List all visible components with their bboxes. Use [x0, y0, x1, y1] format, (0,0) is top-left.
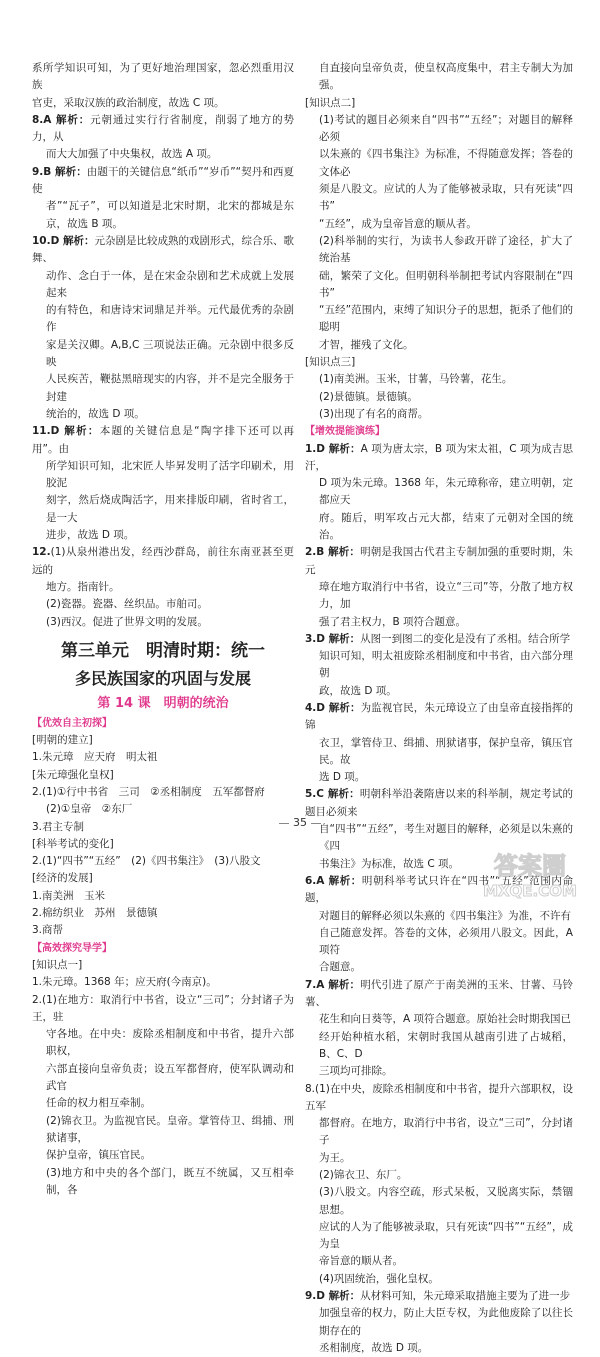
practice-answer-1-line: [305, 475, 573, 510]
knowledge-line: [知识点二]: [305, 96, 356, 109]
answer-9: [32, 164, 294, 233]
practice-answer-7-text: 经开始种植水稻，宋朝时我国从越南引进了占城稻，B、C、D: [319, 1030, 573, 1060]
practice-answer-6-line: [305, 908, 573, 925]
guide-line: 任命的权力相互牵制。: [46, 1097, 151, 1110]
answer-11-line: [32, 423, 294, 458]
answer-11-line: [32, 527, 294, 544]
guide-line: [知识点一]: [32, 958, 83, 971]
practice-answer-7-text: 花生和向日葵等，A 项符合题意。原始社会时期我国已: [319, 1013, 572, 1026]
section-title-preview: 【优效自主初探】: [32, 717, 112, 729]
unit-title-line1: 第三单元 明清时期：统一: [61, 640, 265, 661]
answer-10-text: 元杂剧是比较成熟的戏剧形式，综合乐、歌舞、: [32, 234, 295, 265]
practice-answer-6-line: [305, 959, 573, 976]
answer-8-text: 而大大加强了中央集权，故选 A 项。: [46, 148, 218, 161]
knowledge-line: [知识点三]: [305, 356, 356, 369]
guide-line: 保护皇帝，镇压官民。: [46, 1149, 151, 1162]
practice-answer-4-text: 选 D 项。: [319, 771, 366, 784]
practice-answer-7-line: [305, 1029, 573, 1064]
answer-11: [32, 423, 294, 544]
practice-answer-6-text: 自己随意发挥。答卷的文体，必须用八股文。因此，A 项符: [319, 926, 573, 957]
preview-line: 1.朱元璋 应天府 明太祖: [32, 751, 158, 764]
answer-8-line: [32, 146, 294, 163]
practice-answer-1-number: 1.D: [305, 442, 329, 455]
answer-10-line: [32, 233, 294, 268]
answer-9-line: [32, 198, 294, 233]
answer-12-line: [32, 614, 294, 631]
answer-10-text: 的有特色，和唐诗宋词鼎足并举。元代最优秀的杂剧作: [46, 304, 294, 334]
answer-10-number: 10.D: [32, 234, 63, 247]
practice-answer-6-text: 明朝科举考试只许在“四书”“五经”范围内命题，: [305, 874, 574, 905]
answer-12-text: (1)从泉州港出发，经西沙群岛，前往东南亚甚至更远的: [32, 546, 294, 576]
practice-answer-5-analysis-label: 解析：: [327, 788, 360, 801]
practice-answer-9-text: 从材料可知，朱元璋采取措施主要为了进一步: [360, 1290, 571, 1303]
practice-answers: [305, 441, 573, 1081]
answer-11-analysis-label: 解析：: [64, 425, 100, 438]
practice-answer-5-line: [305, 786, 573, 821]
preview-line: [朱元璋强化皇权]: [32, 768, 114, 781]
knowledge-line: “五经”，成为皇帝旨意的顺从者。: [319, 217, 477, 230]
preview-line: [明朝的建立]: [32, 734, 93, 747]
preview-line: 3.君主专制: [32, 820, 85, 833]
practice-answer-9-line: [305, 1288, 573, 1305]
answer-10-line: [32, 406, 294, 423]
practice-answer-5-text: 书集注》为标准，故选 C 项。: [319, 857, 460, 870]
preview-line: 2.(1)“四书”“五经” (2)《四书集注》 (3)八股文: [32, 855, 261, 868]
practice-answer-8-line: (2)锦衣卫、东厂。: [319, 1169, 408, 1181]
practice-answer-9-line: [305, 1340, 573, 1357]
guide-line: 守各地。在中央：废除丞相制度和中书省，提升六部职权，: [46, 1028, 294, 1058]
answer-9-analysis-label: 解析：: [55, 165, 87, 178]
answer-11-line: [32, 458, 294, 493]
watermark-text-en: MXQE.COM: [483, 882, 577, 900]
knowledge-line: 以朱熹的《四书集注》为标准，不得随意发挥；答卷的文体必: [319, 148, 573, 178]
answer-9-number: 9.B: [32, 165, 56, 178]
practice-answer-2-line: [305, 544, 573, 579]
answer-12-text: (3)西汉。促进了世界文明的发展。: [46, 615, 208, 628]
practice-answer-4-line: [305, 700, 573, 735]
preview-line: [科举考试的变化]: [32, 837, 114, 850]
practice-answer-3-text: 从图一到图二的变化是没有了丞相。结合所学: [360, 632, 571, 645]
practice-answer-7-line: [305, 1011, 573, 1028]
left-top-lines: [32, 60, 294, 112]
practice-answer-7-analysis-label: 解析：: [328, 978, 361, 991]
answer-10-text: 统治的，故选 D 项。: [46, 407, 145, 420]
answer-8: [32, 112, 294, 164]
preview-line: 3.商帮: [32, 924, 64, 937]
knowledge-line: “五经”范围内，束缚了知识分子的思想，扼杀了他们的聪明: [319, 304, 573, 334]
practice-answer-4-line: [305, 769, 573, 786]
answer-10-text: 人民疾苦，鞭挞黑暗现实的内容，并不是完全服务于封建: [46, 373, 294, 403]
practice-answer-2-line: [305, 614, 573, 631]
practice-answer-4-text: 衣卫，掌管侍卫、缉捕、刑狱诸事，保护皇帝，镇压官民。故: [319, 736, 573, 766]
practice-answer-1-text: D 项为朱元璋。1368 年，朱元璋称帝，建立明朝，定都应天: [319, 477, 573, 507]
section-title-practice: 【增效提能演练】: [305, 426, 385, 438]
unit-title-line2: 多民族国家的巩固与发展: [74, 668, 251, 688]
answer-10-analysis-label: 解析：: [62, 234, 95, 247]
practice-answer-7-line: [305, 977, 573, 1012]
preview-line: 1.南美洲 玉米: [32, 889, 106, 902]
practice-answer-4-text: 为监视官民，朱元璋设立了由皇帝直接指挥的锦: [305, 701, 574, 732]
practice-answer-7-number: 7.A: [305, 978, 329, 991]
answer-12-text: (2)瓷器。瓷器、丝织品。市舶司。: [46, 598, 208, 611]
practice-answer-5-text: 自“四书”“五经”，考生对题目的解释，必须是以朱熹的《四: [319, 823, 573, 853]
practice-answer-9-line: [305, 1305, 573, 1340]
answer-12-line: [32, 596, 294, 613]
practice-answer-9: [305, 1288, 573, 1357]
preview-line: 2.(1)①行中书省 三司 ②丞相制度 五军都督府: [32, 785, 265, 798]
answer-9-line: [32, 164, 294, 199]
practice-answer-9-number: 9.D: [305, 1290, 329, 1303]
practice-answer-1-line: [305, 441, 573, 476]
practice-answer-5-text: 明朝科举沿袭隋唐以来的科举制，规定考试的题目必须来: [305, 788, 574, 818]
answer-8-line: [32, 112, 294, 147]
section-title-guide: 【高效探究导学】: [32, 942, 112, 954]
practice-answer-8-line: 8.(1)在中央，废除丞相制度和中书省，提升六部职权，设五军: [305, 1082, 573, 1112]
practice-answer-4-line: [305, 735, 573, 770]
answer-11-text: 刻字，然后烧成陶活字，用来排版印刷，省时省工，是一大: [46, 494, 294, 524]
practice-answer-2-analysis-label: 解析：: [328, 546, 361, 559]
practice-answer-1-line: [305, 510, 573, 545]
watermark-logo: [470, 846, 590, 902]
practice-answer-8-line: 都督府。在地方，取消行中书省，设立“三司”，分封诸子: [319, 1117, 573, 1147]
practice-answer-3-analysis-label: 解析：: [328, 632, 361, 645]
knowledge-line: 础，繁荣了文化。但明朝科举制把考试内容限制在“四书”: [319, 269, 573, 299]
watermark-text-cn: 答案圈: [494, 852, 566, 880]
practice-answer-1-analysis-label: 解析：: [328, 442, 361, 455]
knowledge-line: 自直接向皇帝负责，使皇权高度集中，君主专制大为加强。: [319, 62, 573, 92]
practice-answer-8-line: 帝旨意的顺从者。: [319, 1255, 403, 1268]
knowledge-line: (1)南美洲。玉米，甘薯，马铃薯，花生。: [319, 373, 513, 386]
answer-8-text: 元朝通过实行行省制度，削弱了地方的势力，从: [32, 113, 295, 144]
answer-12: [32, 544, 294, 630]
practice-answer-3-number: 3.D: [305, 632, 329, 645]
practice-answer-9-text: 丞相制度，故选 D 项。: [319, 1341, 429, 1354]
practice-answer-3-line: [305, 683, 573, 700]
practice-answer-6-analysis-label: 解析：: [328, 874, 362, 887]
right-top-lines: [305, 60, 573, 423]
practice-answer-8-line: 应试的人为了能够被录取，只有死读“四书”“五经”，成为皇: [319, 1220, 573, 1251]
practice-answer-4-analysis-label: 解析：: [328, 701, 361, 714]
answer-10: [32, 233, 294, 423]
answer-10-line: [32, 371, 294, 406]
practice-answer-9-analysis-label: 解析：: [328, 1290, 361, 1303]
practice-answer-8: [305, 1081, 573, 1289]
answer-8-analysis-label: 解析：: [55, 113, 91, 126]
practice-answer-3-line: [305, 631, 573, 648]
answer-11-text: 进步，故选 D 项。: [46, 529, 135, 542]
knowledge-line: (2)科举制的实行，为读书人参政开辟了途径，扩大了统治基: [319, 234, 573, 265]
practice-answer-6-number: 6.A: [305, 874, 329, 887]
practice-answer-6-text: 合题意。: [319, 961, 361, 974]
preview-line: (2)①皇帝 ②东厂: [46, 803, 133, 816]
answer-11-text: 本题的关键信息是“陶字排下还可以再用”。由: [32, 425, 294, 455]
knowledge-line: 才智，摧残了文化。: [319, 338, 414, 351]
guide-line: 1.朱元璋。1368 年；应天府(今南京)。: [32, 976, 217, 989]
practice-answer-2-text: 强了君主权力，B 项符合题意。: [319, 615, 467, 628]
preview-line: [经济的发展]: [32, 872, 93, 885]
knowledge-line: (3)出现了有名的商帮。: [319, 407, 429, 420]
answer-10-line: [32, 337, 294, 372]
guide-line: (2)锦衣卫。为监视官民。皇帝。掌管侍卫、缉捕、刑狱诸事，: [46, 1114, 294, 1144]
guide-line: 2.(1)在地方：取消行中书省，设立“三司”；分封诸子为王，驻: [32, 993, 294, 1023]
answer-10-line: [32, 302, 294, 337]
answer-10-text: 家是关汉卿。A,B,C 三项说法正确。元杂剧中很多反映: [46, 338, 294, 369]
practice-answer-2-text: 明朝是我国古代君主专制加强的重要时期，朱元: [305, 546, 573, 576]
answer-12-line: [32, 544, 294, 579]
lesson-title: 第 14 课 明朝的统治: [97, 695, 229, 711]
continued-text-line: 官吏，采取汉族的政治制度，故选 C 项。: [32, 96, 225, 109]
practice-answer-9-text: 加强皇帝的权力，防止大臣专权，为此他废除了以往长期存在的: [319, 1307, 573, 1337]
left-column: [32, 60, 294, 1199]
answer-12-text: 地方。指南针。: [46, 580, 120, 593]
practice-answer-8-line: (4)巩固统治，强化皇权。: [319, 1272, 439, 1285]
guide-line: 六部直接向皇帝负责；设五军都督府，使军队调动和武官: [46, 1062, 294, 1093]
preview-line: 2.棉纺织业 苏州 景德镇: [32, 907, 158, 920]
answer-11-line: [32, 492, 294, 527]
practice-answer-8-line: (3)八股文。内容空疏，形式呆板，又脱离实际，禁锢思想。: [319, 1186, 573, 1216]
answer-12-number: 12.: [32, 546, 51, 559]
answer-9-text: 者”“瓦子”，可以知道是北宋时期，北宋的都城是东京，故选 B 项。: [46, 200, 294, 230]
knowledge-line: (2)景德镇。景德镇。: [319, 390, 418, 403]
continued-text-line: 系所学知识可知，为了更好地治理国家，忽必烈重用汉族: [32, 62, 294, 92]
answer-9-text: 由题干的关键信息“纸币”“岁币”“契丹和西夏使: [32, 165, 295, 196]
practice-answer-3-text: 知识可知，明太祖废除丞相制度和中书省，由六部分理朝: [319, 650, 573, 680]
knowledge-line: (1)考试的题目必须来自“四书”“五经”；对题目的解释必须: [319, 113, 573, 144]
practice-answer-2-number: 2.B: [305, 546, 329, 559]
practice-answer-2-text: 璋在地方取消行中书省，设立“三司”等，分散了地方权力，加: [319, 580, 573, 611]
practice-answer-4-number: 4.D: [305, 701, 329, 714]
answer-12-line: [32, 579, 294, 596]
practice-answer-3-text: 政，故选 D 项。: [319, 684, 397, 697]
practice-answer-1-text: 府。随后，明军攻占元大都，结束了元朝对全国的统治。: [319, 511, 573, 542]
answer-8-number: 8.A: [32, 113, 56, 126]
section-guide-content: [32, 957, 294, 1199]
answer-11-text: 所学知识可知，北宋匠人毕昇发明了活字印刷术，用胶泥: [46, 459, 294, 490]
practice-answer-3-line: [305, 648, 573, 683]
practice-answer-7-line: [305, 1063, 573, 1080]
practice-answer-5-number: 5.C: [305, 788, 328, 801]
section-preview-content: [32, 732, 294, 940]
practice-answer-6-line: [305, 925, 573, 960]
answer-10-text: 动作、念白于一体，是在宋金杂剧和艺术成就上发展起来: [46, 269, 294, 299]
practice-answer-1-text: A 项为唐太宗，B 项为宋太祖，C 项为成吉思汗，: [305, 442, 573, 472]
page-number: 35: [270, 814, 330, 831]
practice-answer-6-text: 对题目的解释必须以朱熹的《四书集注》为准，不许有: [319, 909, 571, 922]
answer-10-line: [32, 268, 294, 303]
answer-11-number: 11.D: [32, 425, 65, 438]
right-column: [305, 60, 573, 1357]
knowledge-line: 须是八股文。应试的人为了能够被录取，只有死读“四书”: [319, 183, 573, 213]
practice-answer-8-line: 为王。: [319, 1151, 351, 1164]
practice-answer-7-text: 明代引进了原产于南美洲的玉米、甘薯、马铃薯、: [305, 978, 574, 1009]
guide-line: (3)地方和中央的各个部门，既互不统属，又互相牵制，各: [46, 1166, 294, 1196]
practice-answer-7-text: 三项均可排除。: [319, 1065, 393, 1078]
practice-answer-2-line: [305, 579, 573, 614]
